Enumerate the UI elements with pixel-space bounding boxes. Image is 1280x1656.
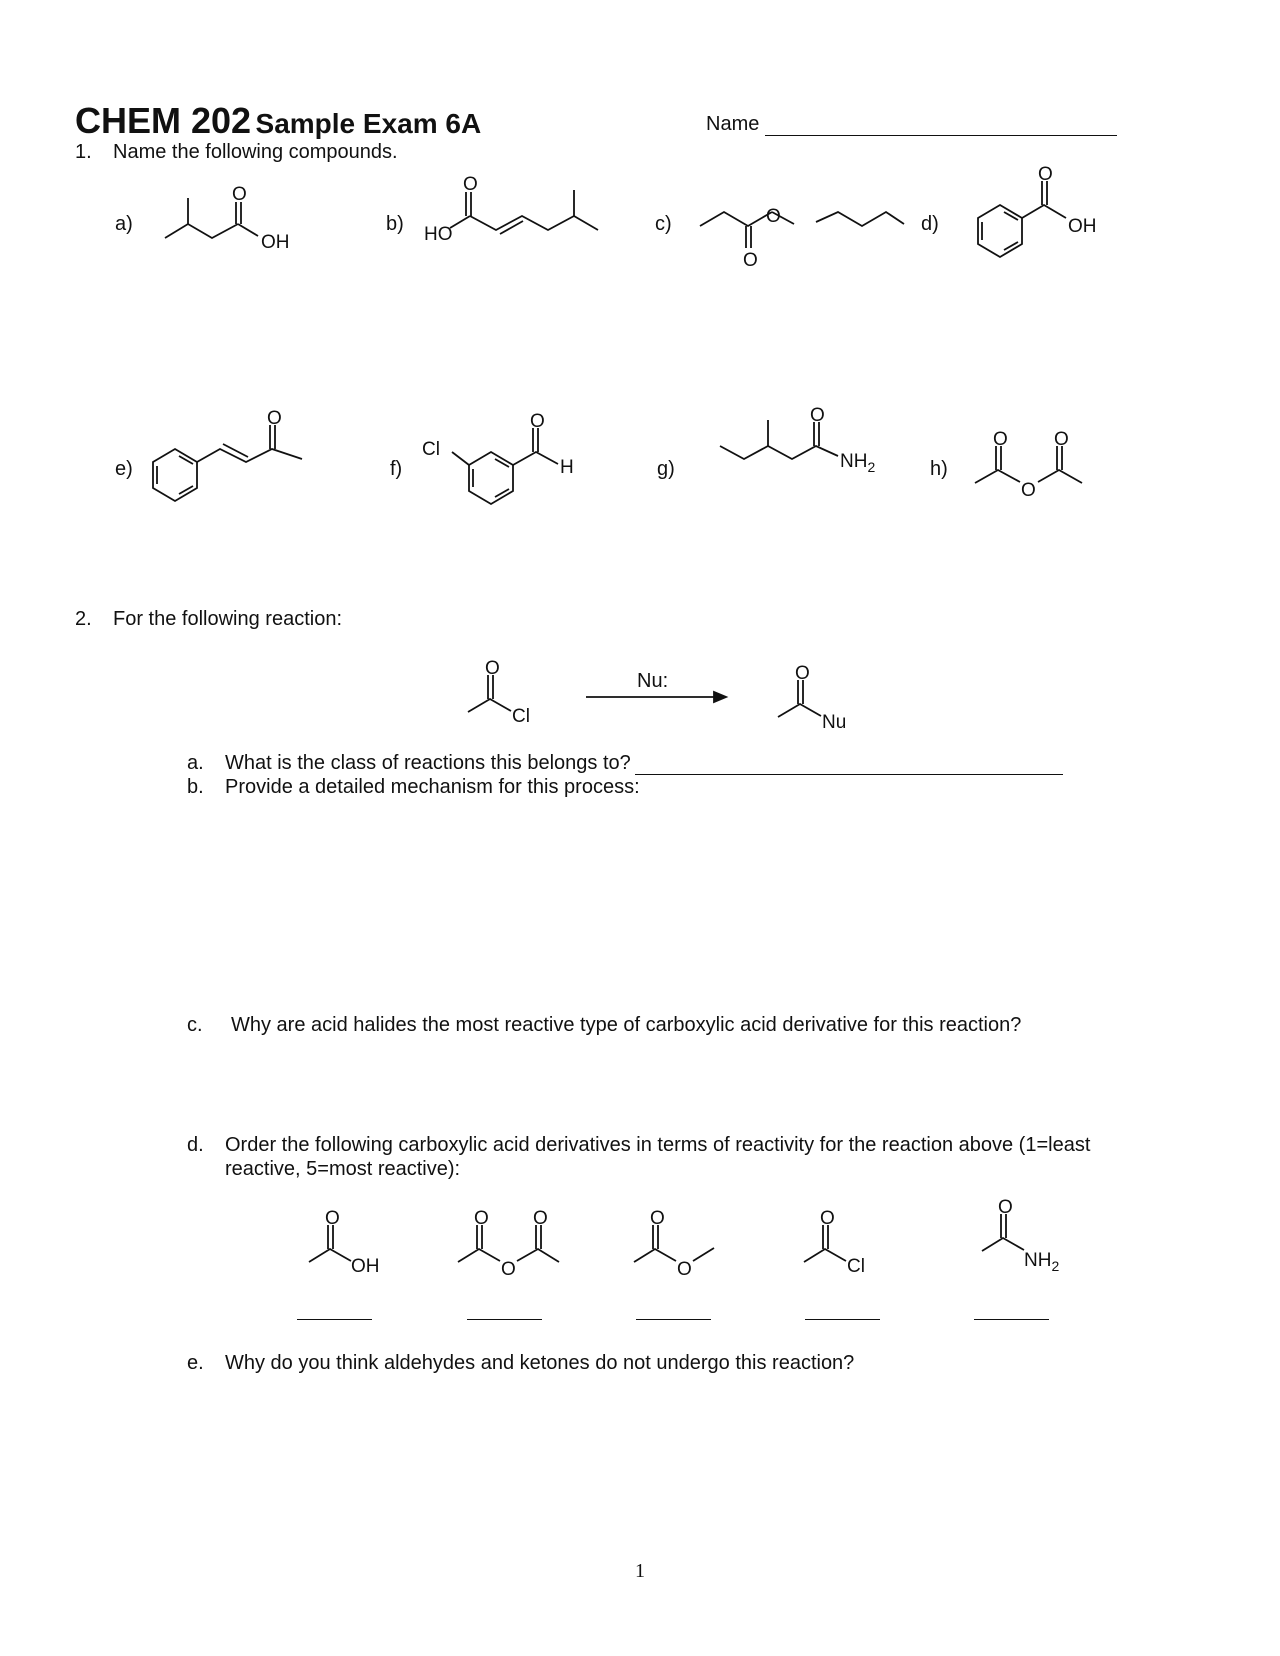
atom-oh: OH: [261, 232, 290, 253]
q2d-text-line1: Order the following carboxylic acid derivatives in terms of reactivity for the reaction above (1=least: [225, 1134, 1091, 1156]
rank-blank-ester[interactable]: [636, 1319, 711, 1320]
q2-number: 2.: [75, 608, 92, 630]
q2a-text: What is the class of reactions this belongs to?: [225, 752, 631, 774]
name-label: Name: [706, 113, 760, 135]
atom-o: O: [795, 663, 810, 684]
compound-f-label: f): [390, 458, 403, 480]
atom-o: O: [1054, 429, 1069, 450]
q2a-letter: a.: [187, 752, 204, 774]
atom-o: O: [993, 429, 1008, 450]
atom-nu: Nu: [822, 712, 847, 733]
subscript-2: 2: [1051, 1258, 1060, 1274]
atom-o: O: [267, 408, 282, 429]
rank-blank-amide[interactable]: [974, 1319, 1049, 1320]
atom-h: H: [560, 457, 574, 478]
compound-c-label: c): [655, 213, 672, 235]
atom-o: O: [820, 1208, 835, 1229]
q2e-letter: e.: [187, 1352, 204, 1374]
course-code: CHEM 202: [75, 100, 252, 141]
rank-blank-acid-chloride[interactable]: [805, 1319, 880, 1320]
q2c-letter: c.: [187, 1014, 203, 1036]
atom-cl: Cl: [512, 706, 530, 727]
atom-o: O: [474, 1208, 489, 1229]
nucleophile-label: Nu:: [637, 670, 669, 692]
q2d-letter: d.: [187, 1134, 204, 1156]
q2-prompt: For the following reaction:: [113, 608, 343, 630]
q2b-letter: b.: [187, 776, 204, 798]
atom-o: O: [501, 1259, 516, 1280]
q2c-text: Why are acid halides the most reactive type of carboxylic acid derivative for this reaction?: [231, 1014, 1022, 1036]
atom-o: O: [1021, 480, 1036, 501]
q2e-text: Why do you think aldehydes and ketones do not undergo this reaction?: [225, 1352, 855, 1374]
atom-oh: OH: [1068, 216, 1097, 237]
exam-name: Sample Exam 6A: [255, 108, 482, 139]
atom-o: O: [533, 1208, 548, 1229]
rank-blank-acid[interactable]: [297, 1319, 372, 1320]
compound-h-label: h): [930, 458, 948, 480]
atom-o: O: [1038, 164, 1053, 185]
atom-o: O: [650, 1208, 665, 1229]
nh-text: NH: [840, 451, 868, 472]
atom-o: O: [463, 174, 478, 195]
nh-text: NH: [1024, 1250, 1052, 1271]
atom-o: O: [530, 411, 545, 432]
atom-oh: OH: [351, 1256, 380, 1277]
q2d-text-line2: reactive, 5=most reactive):: [225, 1158, 461, 1180]
atom-o: O: [232, 184, 247, 205]
compound-g-label: g): [657, 458, 675, 480]
atom-o: O: [766, 206, 781, 227]
atom-o: O: [485, 658, 500, 679]
atom-o: O: [998, 1197, 1013, 1218]
compound-b-label: b): [386, 213, 404, 235]
atom-nh2: [1024, 1250, 1059, 1274]
page-number: 1: [635, 1560, 645, 1582]
q1-number: 1.: [75, 141, 92, 163]
atom-o: O: [810, 405, 825, 426]
subscript-2: 2: [867, 459, 876, 475]
atom-o: O: [325, 1208, 340, 1229]
atom-cl: Cl: [847, 1256, 865, 1277]
atom-o: O: [677, 1259, 692, 1280]
q1-prompt: Name the following compounds.: [113, 141, 398, 163]
compound-e-label: e): [115, 458, 133, 480]
q2b-text: Provide a detailed mechanism for this process:: [225, 776, 640, 798]
atom-cl: Cl: [422, 439, 440, 460]
rank-blank-anhydride[interactable]: [467, 1319, 542, 1320]
compound-d-label: d): [921, 213, 939, 235]
atom-o: O: [743, 250, 758, 271]
atom-ho: HO: [424, 224, 453, 245]
compound-a-label: a): [115, 213, 133, 235]
